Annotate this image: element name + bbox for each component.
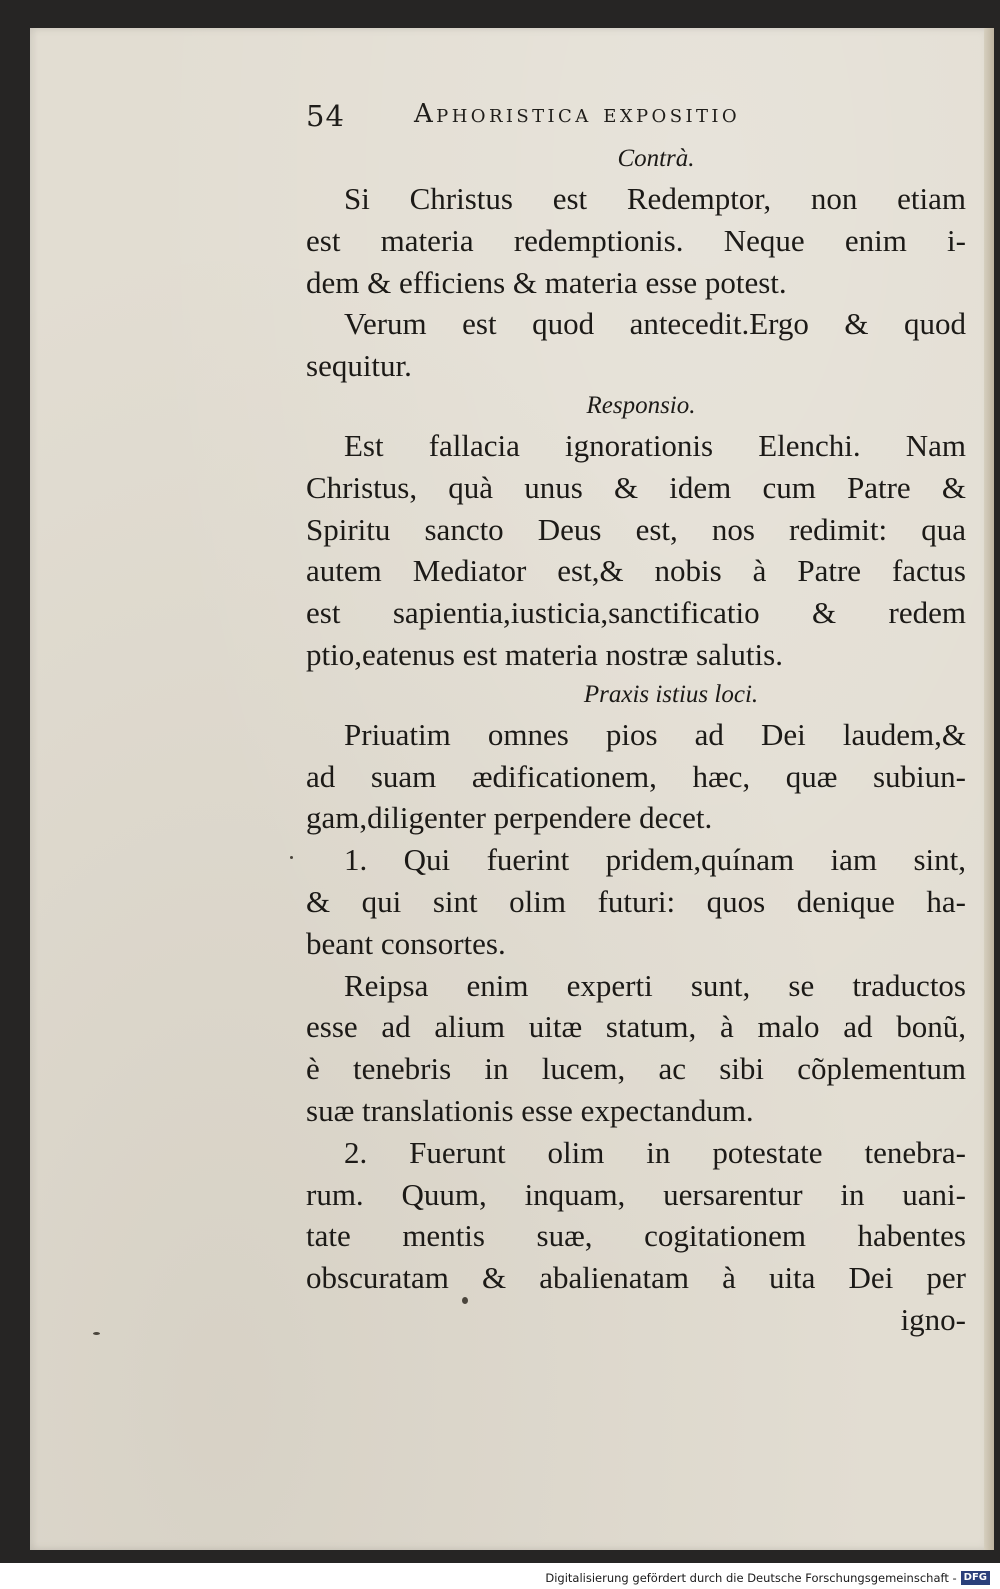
dfg-logo: DFG	[961, 1571, 990, 1585]
text-line: è tenebris in lucem, ac sibi cõplementum	[306, 1051, 966, 1087]
text-line: est materia redemptionis. Neque enim i-	[306, 222, 966, 258]
text-line: obscuratam & abalienatam à uita Dei per	[306, 1260, 966, 1296]
text-line: gam,diligenter perpendere decet.	[306, 800, 713, 836]
text-line: 1. Qui fuerint pridem,quínam iam sint,	[344, 842, 966, 878]
text-line: Si Christus est Redemptor, non etiam	[344, 181, 966, 216]
section-heading: Responsio.	[586, 391, 696, 419]
text-line: tate mentis suæ, cogitationem habentes	[306, 1218, 966, 1254]
text-line: ptio,eatenus est materia nostræ salutis.	[306, 636, 783, 672]
digitization-credit	[545, 1571, 990, 1586]
text-line: Spiritu sancto Deus est, nos redimit: qua	[306, 511, 966, 547]
section-heading: Contrà.	[617, 145, 695, 172]
page-edge	[984, 28, 994, 1550]
text-line: est sapientia,iusticia,sanctificatio & redem	[306, 595, 966, 631]
text-line: autem Mediator est,& nobis à Patre factus	[306, 553, 966, 589]
text-line: rum. Quum, inquam, uersarentur in uani-	[306, 1176, 966, 1212]
credit-text: Digitalisierung gefördert durch die Deutsche Forschungsgemeinschaft -	[545, 1570, 957, 1585]
text-line: Est fallacia ignorationis Elenchi. Nam	[344, 427, 966, 463]
body-text	[306, 140, 966, 1341]
text-line: sequitur.	[306, 348, 412, 384]
section-heading: Praxis istius loci.	[583, 680, 759, 708]
text-line: ad suam ædificationem, hæc, quæ subiun-	[306, 758, 966, 794]
text-line: esse ad alium uitæ statum, à malo ad bonũ,	[306, 1009, 966, 1045]
text-line: igno-	[900, 1301, 966, 1337]
text-line: 2. Fuerunt olim in potestate tenebra-	[344, 1134, 966, 1170]
text-line: beant consortes.	[306, 925, 506, 961]
running-title: Aphoristica expositio	[414, 99, 741, 129]
text-line: Priuatim omnes pios ad Dei laudem,&	[344, 716, 966, 752]
text-line: Christus, quà unus & idem cum Patre &	[306, 469, 966, 505]
text-line: suæ translationis esse expectandum.	[306, 1092, 754, 1128]
running-head	[306, 97, 966, 141]
page-number: 54	[306, 99, 345, 133]
text-line: dem & efficiens & materia esse potest.	[306, 264, 787, 300]
text-line: Reipsa enim experti sunt, se traductos	[344, 967, 966, 1003]
ink-speck	[290, 856, 293, 859]
ink-speck	[93, 1332, 100, 1335]
text-line: & qui sint olim futuri: quos denique ha-	[306, 883, 966, 919]
text-line: Verum est quod antecedit.Ergo & quod	[344, 306, 966, 342]
ink-speck	[462, 1297, 468, 1304]
